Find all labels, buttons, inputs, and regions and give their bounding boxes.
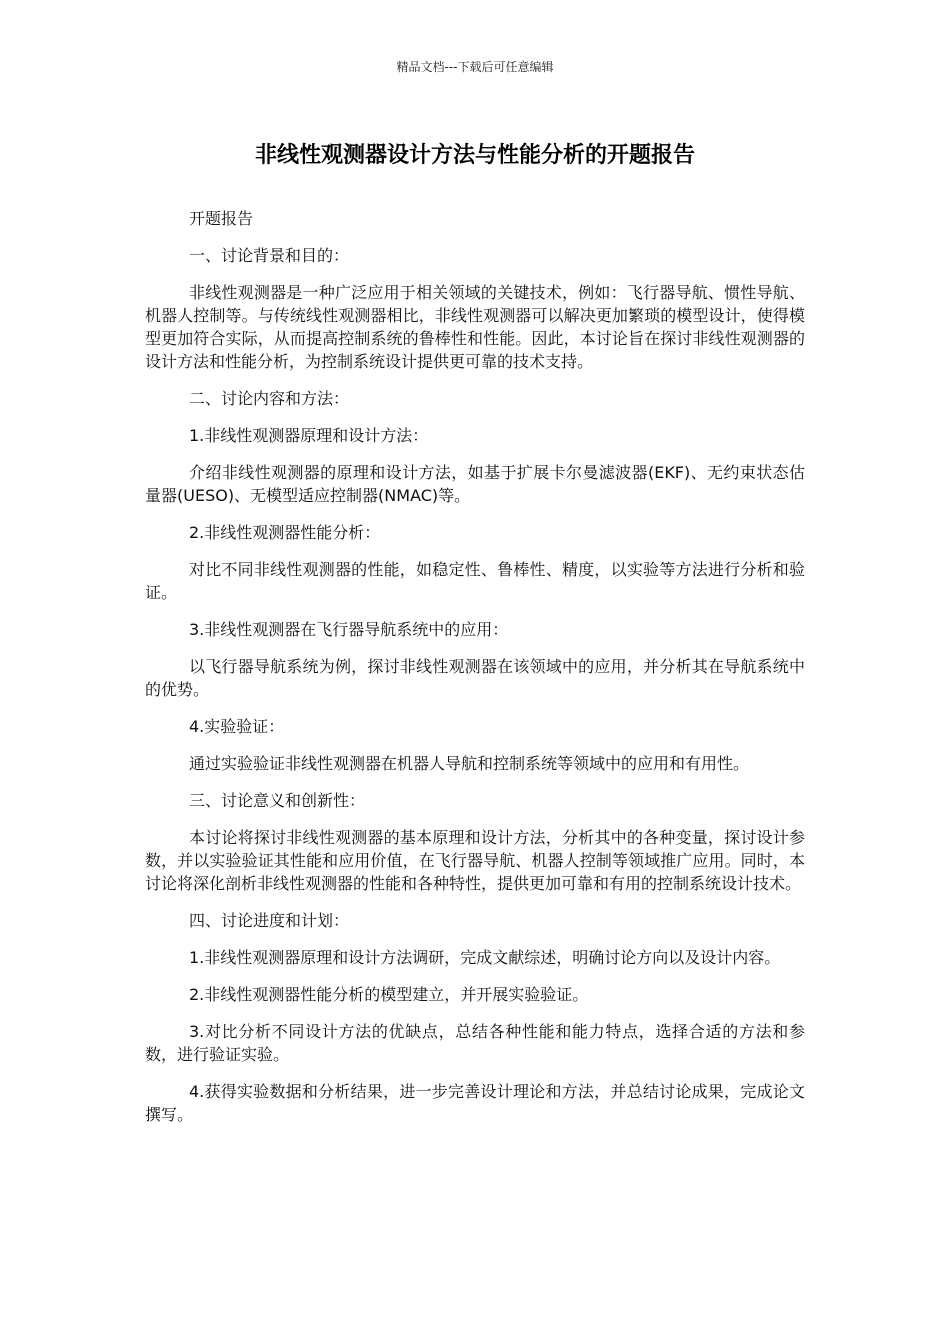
page-header: 精品文档---下载后可任意编辑 (396, 60, 554, 74)
section-heading: 三、讨论意义和创新性： (189, 791, 366, 810)
paragraph: 本讨论将探讨非线性观测器的基本原理和设计方法，分析其中的各种变量，探讨设计参数，并以实验验证其性能和应用价值，在飞行器导航、机器人控制等领域推广应用。同时，本讨论将深化剖析非线性观测器的性能和各种特性，提供更加可靠和有用的控制系统设计技术。 (145, 828, 805, 893)
section-heading: 二、讨论内容和方法： (189, 389, 350, 408)
section-heading: 四、讨论进度和计划： (189, 911, 350, 930)
paragraph: 开题报告 (189, 209, 254, 228)
section-heading: 一、讨论背景和目的： (189, 246, 350, 265)
subsection-heading: 2.非线性观测器性能分析： (189, 523, 381, 542)
plan-item: 4.获得实验数据和分析结果，进一步完善设计理论和方法，并总结讨论成果，完成论文撰写。 (145, 1082, 805, 1124)
paragraph: 介绍非线性观测器的原理和设计方法，如基于扩展卡尔曼滤波器(EKF)、无约束状态估量器(UESO)、无模型适应控制器(NMAC)等。 (145, 463, 805, 505)
subsection-heading: 1.非线性观测器原理和设计方法： (189, 426, 429, 445)
paragraph: 对比不同非线性观测器的性能，如稳定性、鲁棒性、精度，以实验等方法进行分析和验证。 (145, 560, 805, 602)
document-title: 非线性观测器设计方法与性能分析的开题报告 (254, 143, 695, 168)
subsection-heading: 3.非线性观测器在飞行器导航系统中的应用： (189, 620, 509, 639)
paragraph: 通过实验验证非线性观测器在机器人导航和控制系统等领域中的应用和有用性。 (189, 754, 750, 773)
paragraph: 非线性观测器是一种广泛应用于相关领域的关键技术，例如：飞行器导航、惯性导航、机器人控制等。与传统线性观测器相比，非线性观测器可以解决更加繁琐的模型设计，使得模型更加符合实际，从而提高控制系统的鲁棒性和性能。因此，本讨论旨在探讨非线性观测器的设计方法和性能分析，为控制系统设计提供更可靠的技术支持。 (145, 283, 805, 371)
document-body (145, 207, 805, 1140)
plan-item: 3.对比分析不同设计方法的优缺点，总结各种性能和能力特点，选择合适的方法和参数，进行验证实验。 (145, 1022, 805, 1064)
paragraph: 以飞行器导航系统为例，探讨非线性观测器在该领域中的应用，并分析其在导航系统中的优势。 (145, 657, 805, 699)
subsection-heading: 4.实验验证： (189, 717, 285, 736)
plan-item: 2.非线性观测器性能分析的模型建立，并开展实验验证。 (189, 985, 589, 1004)
plan-item: 1.非线性观测器原理和设计方法调研，完成文献综述，明确讨论方向以及设计内容。 (189, 948, 781, 967)
